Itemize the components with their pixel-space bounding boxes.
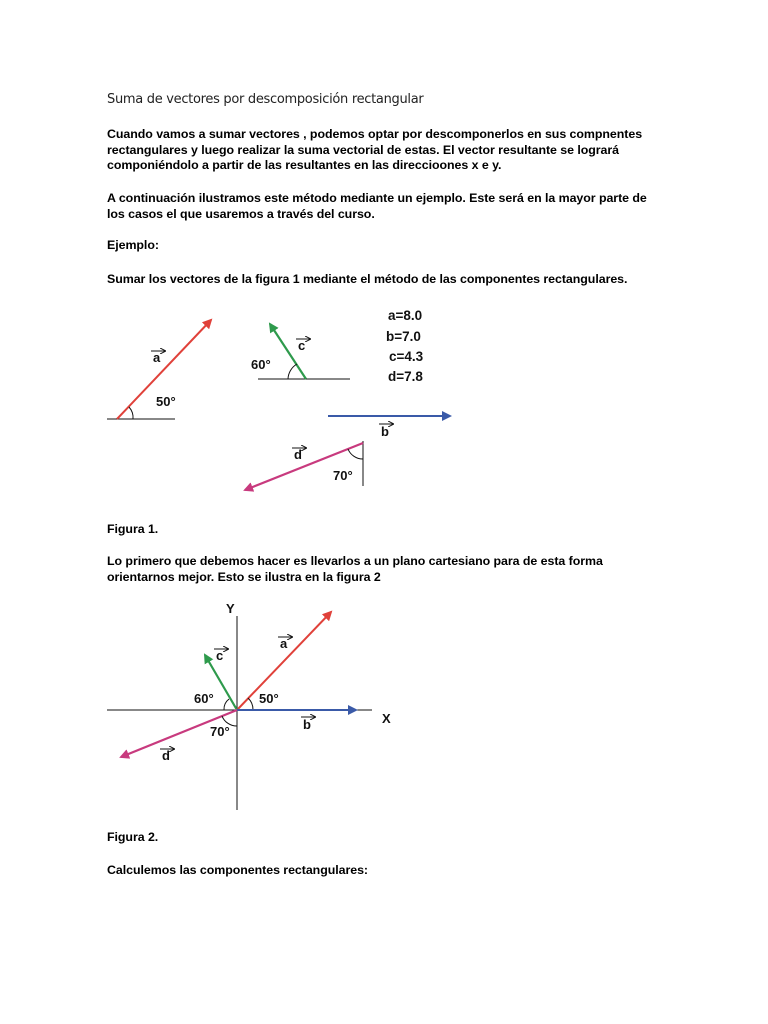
fig1-label-d: d xyxy=(294,447,302,462)
fig2-axis-y-label: Y xyxy=(226,601,235,616)
paragraph-method: A continuación ilustramos este método mediante un ejemplo. Este será en la mayor parte de los casos el que usaremos a través del curso. xyxy=(107,191,647,221)
instruction-text: Sumar los vectores de la figura 1 mediante el método de las componentes rectangulares. xyxy=(107,272,628,286)
fig1-angle-d: 70° xyxy=(333,468,353,483)
fig1-value-c: c=4.3 xyxy=(389,349,424,364)
figure-2-caption: Figura 2. xyxy=(107,830,159,844)
fig1-angle-c: 60° xyxy=(251,357,271,372)
fig1-value-b: b=7.0 xyxy=(386,329,421,344)
document-title: Suma de vectores por descomposición rectangular xyxy=(107,92,424,107)
fig2-angle-c: 60° xyxy=(194,691,214,706)
fig1-value-d: d=7.8 xyxy=(388,369,423,384)
fig1-angle-a: 50° xyxy=(156,394,176,409)
figure-1-caption: Figura 1. xyxy=(107,522,159,536)
fig2-axis-x-label: X xyxy=(382,711,391,726)
fig2-angle-arc-a xyxy=(248,698,253,710)
fig2-angle-d: 70° xyxy=(210,724,230,739)
example-heading: Ejemplo: xyxy=(107,238,159,252)
paragraph-cartesian: Lo primero que debemos hacer es llevarlos a un plano cartesiano para de esta forma orientarnos mejor. Esto se ilustra en la figura 2 xyxy=(107,554,603,584)
fig2-angle-a: 50° xyxy=(259,691,279,706)
fig2-label-b: b xyxy=(303,717,311,732)
fig1-label-b: b xyxy=(381,424,389,439)
fig1-label-a: a xyxy=(153,350,161,365)
final-paragraph: Calculemos las componentes rectangulares: xyxy=(107,863,368,877)
paragraph-intro: Cuando vamos a sumar vectores , podemos optar por descomponerlos en sus compnentes rectangulares y luego realizar la suma vectorial de estas. El vector resultante se logrará componiéndolo a partir de las resultantes en las direccioones x e y. xyxy=(107,127,643,172)
fig2-vector-a xyxy=(237,612,331,710)
fig2-label-a: a xyxy=(280,636,288,651)
fig1-value-a: a=8.0 xyxy=(388,308,423,323)
fig2-label-d: d xyxy=(162,748,170,763)
fig1-label-c: c xyxy=(298,338,306,353)
fig2-label-c: c xyxy=(216,648,224,663)
fig2-angle-arc-c xyxy=(224,699,229,710)
